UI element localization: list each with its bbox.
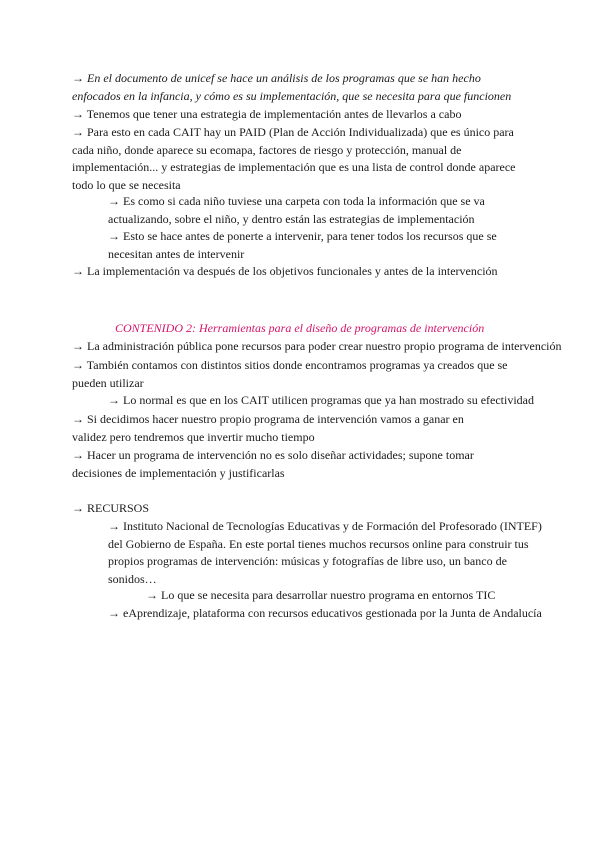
paid-point: → Para esto en cada CAIT hay un PAID (Plan de Acción Individualizada) que es único para cada niño, donde aparece su ecomapa, factores de riesgo y protección, manual de implementación... y estrategias de implementación que es una lista de control donde aparece todo lo que se necesita xyxy=(72,125,519,192)
folder-subpoint: → Es como si cada niño tuviese una carpeta con toda la información que se va actualizando, sobre el niño, y dentro están las estrategias de implementación xyxy=(108,194,488,226)
before-subpoint: → Esto se hace antes de ponerte a intervenir, para tener todos los recursos que se necesitan antes de intervenir xyxy=(108,229,500,261)
normal-subpoint: → Lo normal es que en los CAIT utilicen programas que ya han mostrado su efectividad xyxy=(108,393,534,407)
recursos-heading: → RECURSOS xyxy=(72,501,150,515)
public-admin-point: → La administración pública pone recursos para poder crear nuestro propio programa de intervención xyxy=(72,339,562,353)
own-program-point: → Si decidimos hacer nuestro propio programa de intervención vamos a ganar en validez pero tendremos que invertir mucho tiempo xyxy=(72,412,467,444)
tic-subpoint: → Lo que se necesita para desarrollar nuestro programa en entornos TIC xyxy=(146,588,496,602)
intef-resource: → Instituto Nacional de Tecnologías Educativas y de Formación del Profesorado (INTEF) del Gobierno de España. En este portal tienes muchos recursos online para construir tus propios programas de intervención: músicas y fotografías de libre uso, un banco de sonidos… xyxy=(108,519,545,586)
unicef-note: → En el documento de unicef se hace un análisis de los programas que se han hecho enfocados en la infancia, y cómo es su implementación, que se necesita para que funcionen xyxy=(72,71,512,103)
sites-point: → También contamos con distintos sitios donde encontramos programas ya creados que se pueden utilizar xyxy=(72,358,511,390)
order-point: → La implementación va después de los objetivos funcionales y antes de la intervención xyxy=(72,264,498,278)
eaprendizaje-resource: → eAprendizaje, plataforma con recursos educativos gestionada por la Junta de Andalucía xyxy=(108,606,542,620)
strategy-point: → Tenemos que tener una estrategia de implementación antes de llevarlos a cabo xyxy=(72,107,462,121)
not-only-point: → Hacer un programa de intervención no es solo diseñar actividades; supone tomar decisiones de implementación y justificarlas xyxy=(72,448,477,480)
contenido-2-heading: CONTENIDO 2: Herramientas para el diseño de programas de intervención xyxy=(115,321,485,335)
